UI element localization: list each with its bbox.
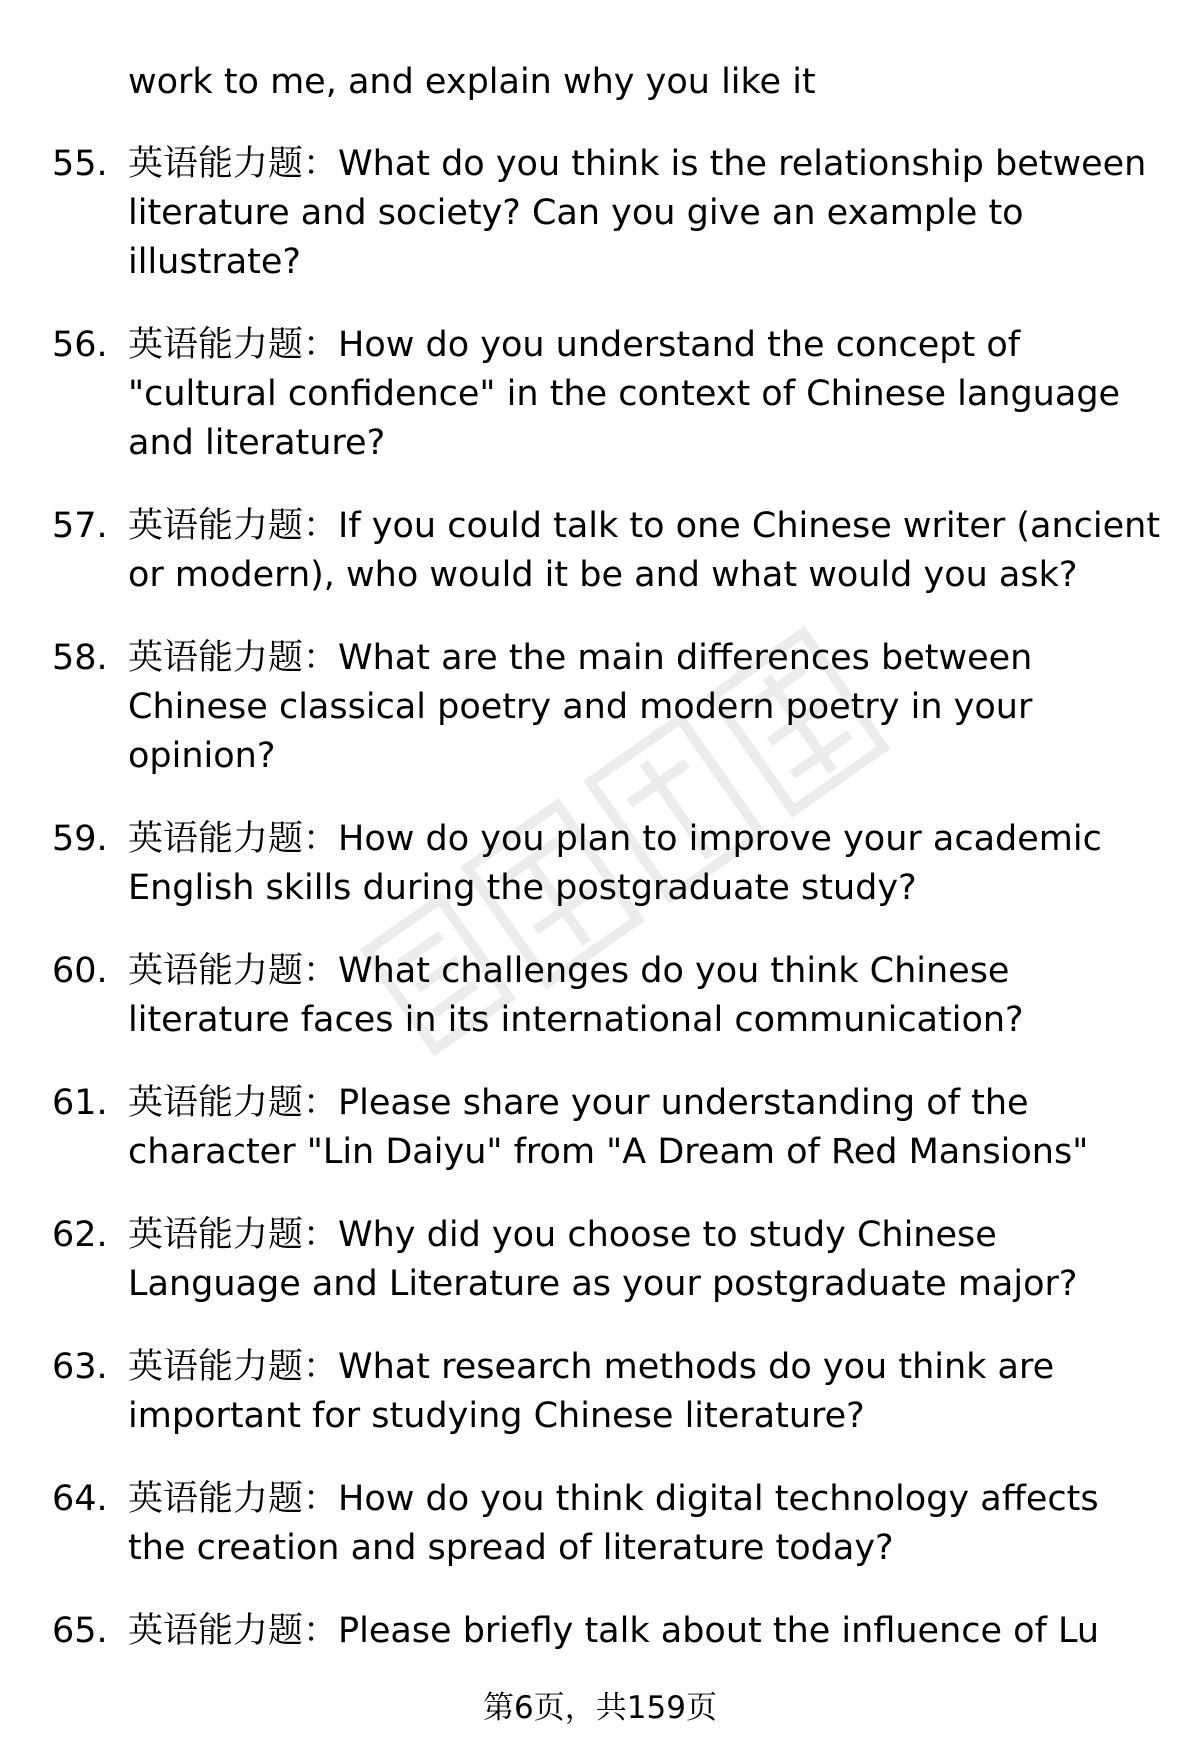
question-item (0, 1607, 1200, 1656)
question-number: 58. (52, 638, 108, 678)
question-text-line: 英语能力题：Why did you choose to study Chinese (128, 1215, 997, 1255)
question-text-line: 英语能力题：If you could talk to one Chinese writer (ancient (128, 506, 1161, 546)
question-text-line: or modern), who would it be and what would you ask? (128, 555, 1078, 595)
question-item (0, 502, 1200, 600)
question-item (0, 947, 1200, 1045)
question-number: 59. (52, 819, 108, 859)
question-text-line: "cultural confidence" in the context of Chinese language (128, 374, 1121, 414)
question-text-line: 英语能力题：Please share your understanding of the (128, 1083, 1029, 1123)
question-number: 57. (52, 506, 108, 546)
question-text-line: and literature? (128, 423, 386, 463)
question-number: 60. (52, 951, 108, 991)
question-number: 63. (52, 1347, 108, 1387)
question-text (128, 634, 1168, 781)
question-text-line: 英语能力题：Please briefly talk about the influence of Lu (128, 1611, 1100, 1651)
question-item (0, 815, 1200, 913)
question-item (0, 1211, 1200, 1309)
question-text (128, 815, 1168, 913)
question-text-line: literature faces in its international communication? (128, 1000, 1024, 1040)
question-text-line: 英语能力题：How do you plan to improve your academic (128, 819, 1102, 859)
question-text (128, 1343, 1168, 1441)
question-text-line: opinion? (128, 736, 276, 776)
question-text (128, 947, 1168, 1045)
question-text-line: 英语能力题：What are the main differences between (128, 638, 1033, 678)
question-text-line: 英语能力题：What challenges do you think Chinese (128, 951, 1010, 991)
question-text (128, 321, 1168, 468)
question-text-line: character "Lin Daiyu" from "A Dream of Red Mansions" (128, 1132, 1089, 1172)
question-text-line: Language and Literature as your postgraduate major? (128, 1264, 1078, 1304)
question-number: 55. (52, 144, 108, 184)
question-text (128, 140, 1168, 287)
question-item (0, 1079, 1200, 1177)
question-number: 65. (52, 1611, 108, 1651)
question-text (128, 502, 1168, 600)
question-text-line: illustrate? (128, 242, 301, 282)
question-text-line: 英语能力题：How do you understand the concept of (128, 325, 1021, 365)
question-text-line: 英语能力题：What research methods do you think are (128, 1347, 1055, 1387)
question-item (0, 1343, 1200, 1441)
question-list (0, 140, 1200, 1690)
question-text-line: English skills during the postgraduate study? (128, 868, 917, 908)
question-text (128, 1607, 1168, 1656)
question-item (0, 140, 1200, 287)
question-text-line: 英语能力题：What do you think is the relationship between (128, 144, 1147, 184)
question-number: 62. (52, 1215, 108, 1255)
question-text-line: the creation and spread of literature today? (128, 1528, 894, 1568)
page-footer: 第6页，共159页 (483, 1690, 717, 1726)
question-number: 61. (52, 1083, 108, 1123)
question-item (0, 321, 1200, 468)
question-text-line: Chinese classical poetry and modern poetry in your (128, 687, 1033, 727)
question-text-line: important for studying Chinese literature? (128, 1396, 865, 1436)
question-text-line: 英语能力题：How do you think digital technology affects (128, 1479, 1099, 1519)
question-text (128, 1475, 1168, 1573)
question-item (0, 634, 1200, 781)
question-number: 56. (52, 325, 108, 365)
question-item (0, 1475, 1200, 1573)
question-text (128, 1211, 1168, 1309)
continuation-text: work to me, and explain why you like it (128, 62, 816, 102)
question-text-line: literature and society? Can you give an example to (128, 193, 1024, 233)
question-text (128, 1079, 1168, 1177)
question-number: 64. (52, 1479, 108, 1519)
